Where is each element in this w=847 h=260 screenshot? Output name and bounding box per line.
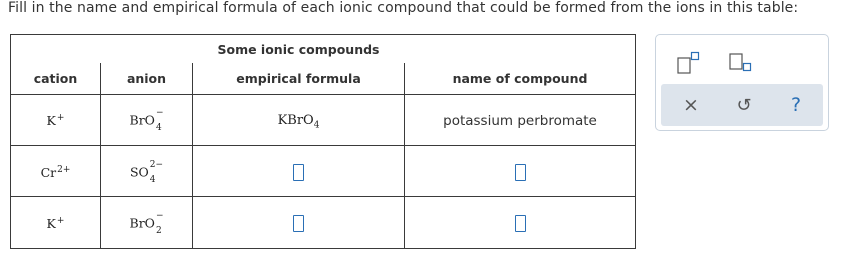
name-cell xyxy=(405,197,636,249)
action-bar xyxy=(661,84,823,126)
anion-cell xyxy=(101,146,193,197)
header-empirical-formula: empirical formula xyxy=(193,63,405,94)
subscript-box-icon[interactable] xyxy=(726,49,754,77)
compound-name: potassium perbromate xyxy=(443,113,597,130)
undo-icon: ↺ xyxy=(736,94,752,116)
table-row xyxy=(11,146,636,197)
name-cell xyxy=(405,146,636,197)
close-icon: × xyxy=(683,94,699,116)
formula-answer-input[interactable] xyxy=(293,215,304,232)
answer-toolbar xyxy=(655,34,829,131)
anion-cell xyxy=(101,197,193,249)
cation-cell xyxy=(11,197,101,249)
formula-answer-input[interactable] xyxy=(293,164,304,181)
ionic-compounds-table xyxy=(10,34,636,249)
anion-so4: SO 2− 4 xyxy=(129,159,164,185)
anion-bro2: BrO − 2 xyxy=(129,210,164,236)
formula-cell xyxy=(193,146,405,197)
instruction-text: Fill in the name and empirical formula of each ionic compound that could be formed from the ions in this table: xyxy=(8,0,799,16)
clear-button[interactable] xyxy=(671,84,711,126)
cation-cell xyxy=(11,146,101,197)
help-icon: ? xyxy=(790,94,802,116)
cation-k: K + xyxy=(46,113,65,129)
table-row xyxy=(11,94,636,145)
cation-k: K + xyxy=(46,216,65,232)
header-cation: cation xyxy=(11,63,101,94)
header-compound-name: name of compound xyxy=(405,63,636,94)
table-title: Some ionic compounds xyxy=(193,35,405,64)
formula-cell xyxy=(193,94,405,145)
undo-button[interactable] xyxy=(724,84,764,126)
anion-bro4: BrO − 4 xyxy=(129,108,164,134)
cation-cr: Cr 2+ xyxy=(40,164,71,180)
name-answer-input[interactable] xyxy=(515,164,526,181)
formula-kbro4: KBrO$_4$ xyxy=(277,112,320,131)
anion-cell xyxy=(101,94,193,145)
superscript-box-icon[interactable] xyxy=(674,49,702,77)
name-answer-input[interactable] xyxy=(515,215,526,232)
cation-cell xyxy=(11,94,101,145)
table-row xyxy=(11,197,636,249)
help-button[interactable] xyxy=(776,84,816,126)
formula-cell xyxy=(193,197,405,249)
name-cell xyxy=(405,94,636,145)
header-anion: anion xyxy=(101,63,193,94)
